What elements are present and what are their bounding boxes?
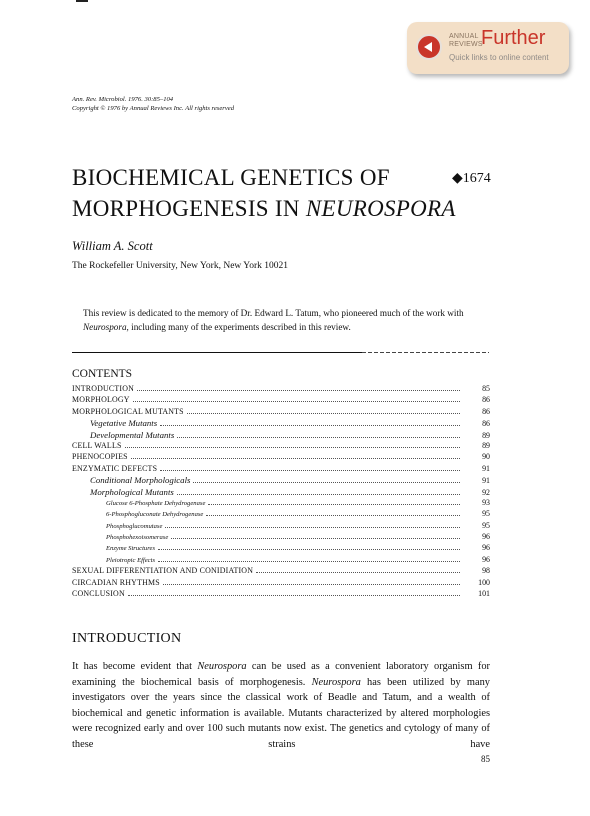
toc-page: 100 [478, 577, 490, 587]
toc-entry[interactable] [72, 487, 490, 498]
toc-page: 96 [482, 532, 490, 542]
toc-label: Glucose 6-Phosphate Dehydrogenase [106, 499, 206, 507]
toc-label: Vegetative Mutants [90, 418, 158, 429]
toc-page: 101 [478, 589, 490, 599]
toc-entry[interactable] [72, 418, 490, 429]
toc-label: CONCLUSION [72, 589, 125, 599]
toc-page: 95 [482, 509, 490, 519]
toc-leader [131, 453, 460, 459]
toc-entry[interactable] [72, 475, 490, 486]
toc-leader [256, 567, 460, 573]
toc-entry[interactable] [72, 589, 490, 600]
toc-entry[interactable] [72, 498, 490, 509]
badge-subtitle: Quick links to online content [449, 53, 549, 62]
title-line-2-prefix: MORPHOGENESIS IN [72, 196, 306, 221]
annual-reviews-logo-text [449, 33, 483, 49]
dedication-part-1: This review is dedicated to the memory of Dr. Edward L. Tatum, who pioneered much of the work with [83, 308, 464, 318]
toc-leader [160, 465, 460, 471]
toc-label: MORPHOLOGY [72, 395, 130, 405]
toc-page: 96 [482, 554, 490, 564]
toc-entry[interactable] [72, 521, 490, 532]
divider-rule [72, 352, 362, 353]
toc-page: 86 [482, 406, 490, 416]
toc-page: 91 [482, 463, 490, 473]
toc-page: 98 [482, 566, 490, 576]
toc-leader [171, 533, 460, 539]
toc-page: 85 [482, 384, 490, 393]
toc-entry[interactable] [72, 464, 490, 475]
toc-leader [177, 489, 460, 495]
toc-entry[interactable] [72, 452, 490, 463]
toc-page: 90 [482, 452, 490, 462]
toc-entry[interactable] [72, 441, 490, 452]
title-line-2 [72, 193, 456, 224]
badge-annual: ANNUAL [449, 33, 479, 40]
page-number: 85 [481, 754, 490, 764]
toc-page: 91 [482, 476, 490, 486]
toc-label: Enzyme Structures [106, 545, 156, 553]
toc-leader [165, 522, 460, 528]
toc-label: Developmental Mutants [90, 429, 175, 440]
toc-entry[interactable] [72, 407, 490, 418]
toc-label: Phosphoglucomutase [106, 522, 163, 530]
toc-entry[interactable] [72, 555, 490, 566]
toc-label: Conditional Morphologicals [90, 475, 191, 486]
dedication-part-2: including many of the experiments described in this review. [128, 322, 351, 332]
toc-label: CIRCADIAN RHYTHMS [72, 577, 160, 587]
toc-page: 86 [482, 419, 490, 429]
intro-text-3: has been utilized by many investigators over the years since the classical work of Beadle and Tatum, and a wealth of biochemical and genetic information is available. Mutants characterized by altered morphologies were recognized early and over 100 such mutants now exist. The genetics and cytology of many of these strains have [72, 676, 490, 750]
toc-page: 92 [482, 487, 490, 497]
toc-leader [137, 385, 460, 391]
badge-further-label: Further [481, 27, 546, 49]
toc-entry[interactable] [72, 578, 490, 589]
toc-leader [177, 432, 460, 438]
toc-leader [187, 408, 460, 414]
article-title [72, 162, 456, 224]
toc-leader [158, 556, 460, 562]
toc-entry[interactable] [72, 384, 490, 395]
dedication [83, 306, 503, 334]
toc-leader [193, 477, 460, 483]
play-arrow-icon [416, 34, 442, 60]
toc-entry[interactable] [72, 532, 490, 543]
title-line-2-italic: NEUROSPORA [305, 196, 456, 221]
toc-leader [158, 544, 460, 550]
toc-label: 6-Phosphogluconate Dehydrogenase [106, 511, 204, 519]
toc-leader [133, 396, 460, 402]
toc-page: 86 [482, 395, 490, 405]
intro-text-2: can be used as a convenient laboratory organism for examining the biochemical basis of morphogenesis. [72, 661, 490, 688]
toc-entry[interactable] [72, 430, 490, 441]
toc-leader [160, 420, 460, 426]
toc-label: MORPHOLOGICAL MUTANTS [72, 406, 184, 416]
toc-label: INTRODUCTION [72, 384, 135, 393]
toc-leader [163, 579, 460, 585]
toc-entry[interactable] [72, 543, 490, 554]
toc-leader [208, 499, 460, 505]
toc-leader [125, 442, 460, 448]
toc-label: SEXUAL DIFFERENTIATION AND CONIDIATION [72, 566, 254, 576]
author-name: William A. Scott [72, 239, 153, 253]
toc-page: 89 [482, 430, 490, 440]
citation-line-1: Ann. Rev. Microbiol. 1976. 30:85–104 [72, 96, 174, 103]
article-code: ◆1674 [452, 171, 491, 186]
table-of-contents [72, 384, 490, 600]
toc-page: 93 [482, 497, 490, 507]
badge-reviews: REVIEWS [449, 41, 483, 48]
introduction-paragraph [72, 659, 490, 753]
contents-heading: CONTENTS [72, 368, 133, 380]
toc-leader [206, 510, 460, 516]
toc-leader [128, 590, 460, 596]
annual-reviews-further-badge[interactable] [407, 22, 569, 74]
intro-italic-2: Neurospora [311, 676, 361, 688]
toc-label: CELL WALLS [72, 440, 122, 450]
toc-entry[interactable] [72, 509, 490, 520]
introduction-heading: INTRODUCTION [72, 631, 182, 646]
intro-italic-1: Neurospora [197, 661, 247, 672]
toc-label: Pleiotropic Effects [106, 556, 156, 564]
toc-page: 96 [482, 543, 490, 553]
toc-label: Phosphohexoisomerase [106, 534, 169, 542]
divider-rule-dashed [362, 352, 489, 353]
intro-text-1: It has become evident that [72, 661, 198, 672]
title-line-1: BIOCHEMICAL GENETICS OF [72, 165, 390, 190]
dedication-italic: Neurospora, [83, 322, 129, 332]
toc-label: PHENOCOPIES [72, 452, 128, 462]
toc-entry[interactable] [72, 395, 490, 406]
toc-page: 89 [482, 440, 490, 450]
author-affiliation: The Rockefeller University, New York, New York 10021 [72, 261, 289, 271]
citation-line-2: Copyright © 1976 by Annual Reviews Inc. All rights reserved [72, 105, 235, 112]
toc-page: 95 [482, 520, 490, 530]
journal-citation [72, 95, 234, 113]
toc-label: Morphological Mutants [90, 486, 174, 497]
top-margin-mark [76, 0, 88, 2]
toc-entry[interactable] [72, 566, 490, 577]
toc-label: ENZYMATIC DEFECTS [72, 463, 158, 473]
